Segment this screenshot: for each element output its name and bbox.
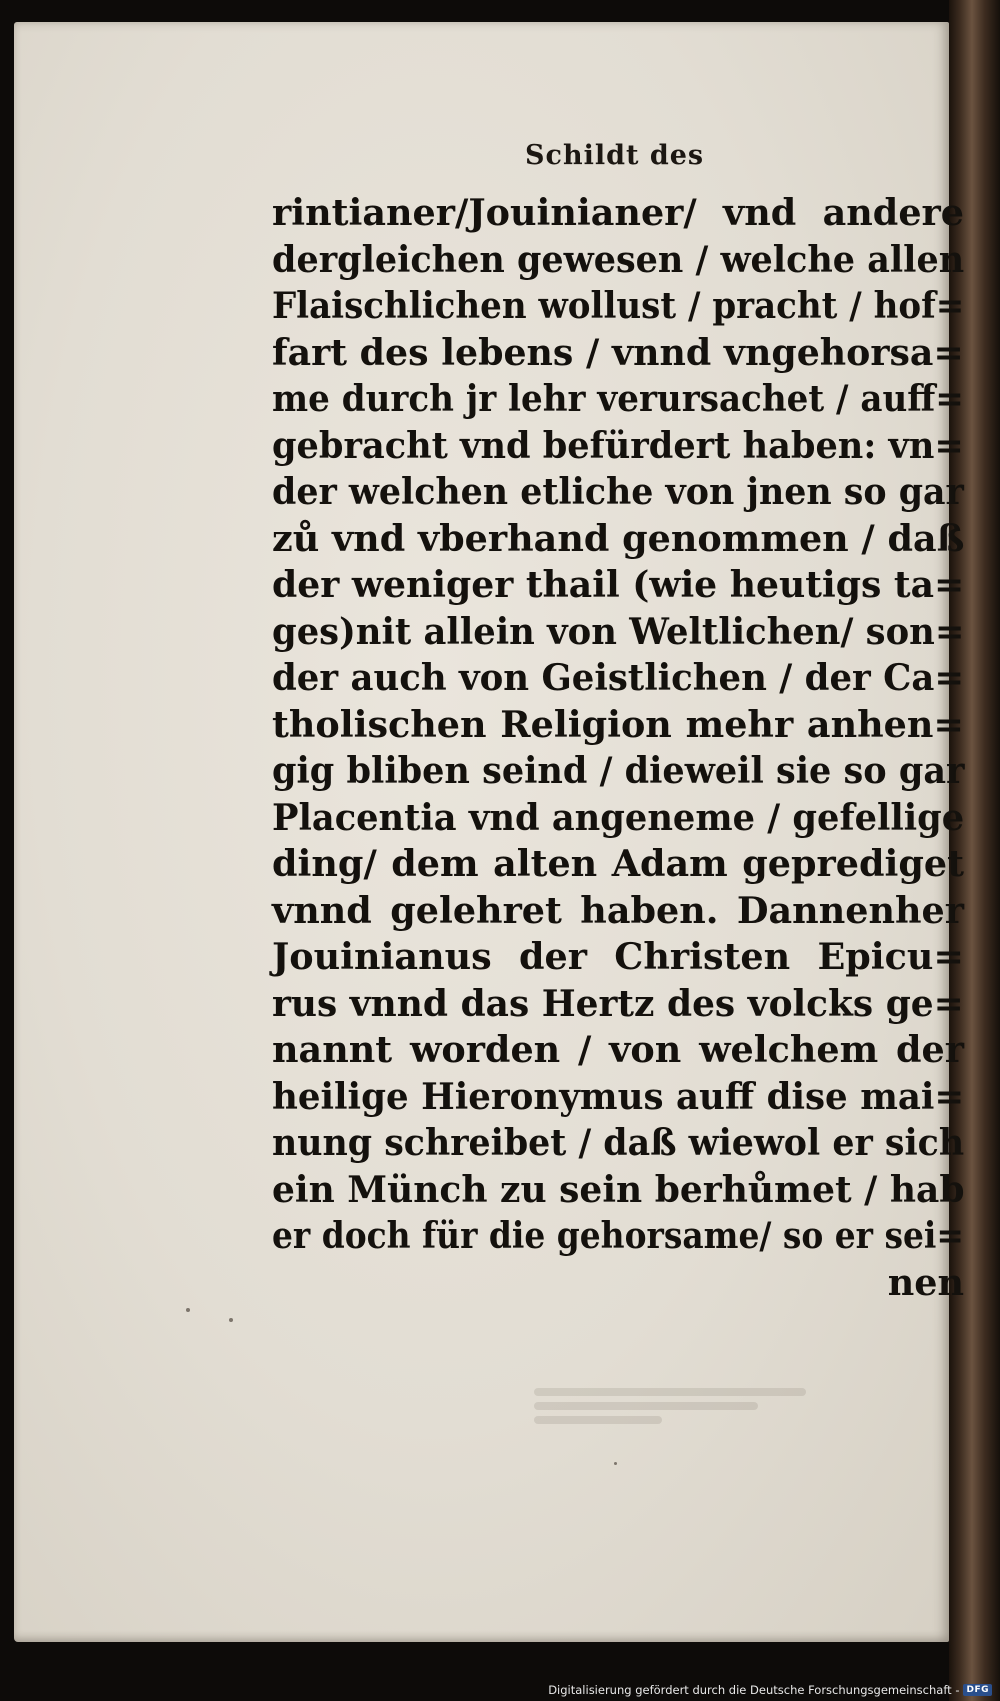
text-line: zů vnd vberhand genommen / daß bbox=[272, 516, 965, 560]
text-line: Flaischlichen wollust / pracht / hof= bbox=[272, 284, 965, 327]
text-line: er doch für die gehorsame/ so er sei= bbox=[272, 1214, 964, 1257]
text-line: rus vnnd das Hertz des volcks ge= bbox=[272, 981, 964, 1025]
text-line: tholischen Religion mehr anhen= bbox=[272, 702, 964, 746]
text-line: dergleichen gewesen / welche allen bbox=[272, 237, 965, 281]
digitization-credit bbox=[548, 1682, 992, 1698]
text-line: fart des lebens / vnnd vngehorsa= bbox=[272, 330, 964, 374]
text-line: nung schreibet / daß wiewol er sich bbox=[272, 1121, 965, 1164]
text-line: der welchen etliche von jnen so gar bbox=[272, 470, 964, 513]
text-line: vnnd gelehret haben. Dannenher bbox=[272, 888, 964, 932]
text-line: der auch von Geistlichen / der Ca= bbox=[272, 656, 965, 699]
text-line: Jouinianus der Christen Epicu= bbox=[272, 935, 964, 978]
dfg-logo-icon: DFG bbox=[963, 1684, 992, 1696]
text-line: ges)nit allein von Weltlichen/ son= bbox=[272, 609, 965, 653]
credit-text: Digitalisierung gefördert durch die Deutsche Forschungsgemeinschaft - bbox=[548, 1683, 960, 1697]
text-line: rintianer/Jouinianer/ vnd andere bbox=[272, 191, 964, 234]
text-line: nen bbox=[887, 1260, 964, 1304]
text-line: heilige Hieronymus auff dise mai= bbox=[272, 1074, 965, 1118]
body-text bbox=[272, 190, 972, 1306]
text-line: ein Münch zu sein berhůmet / hab bbox=[272, 1167, 965, 1211]
running-head: Schildt des bbox=[525, 140, 705, 171]
text-line: gebracht vnd befürdert haben: vn= bbox=[272, 423, 964, 467]
text-line: ding/ dem alten Adam geprediget bbox=[272, 842, 964, 885]
text-line: me durch jr lehr verursachet / auff= bbox=[272, 377, 964, 420]
bleed-through-marks bbox=[534, 1382, 854, 1426]
text-line: nannt worden / von welchem der bbox=[272, 1028, 964, 1071]
text-line: Placentia vnd angeneme / gefellige bbox=[272, 795, 965, 839]
text-line: gig bliben seind / dieweil sie so gar bbox=[272, 749, 965, 792]
text-line: der weniger thail (wie heutigs ta= bbox=[272, 563, 965, 606]
